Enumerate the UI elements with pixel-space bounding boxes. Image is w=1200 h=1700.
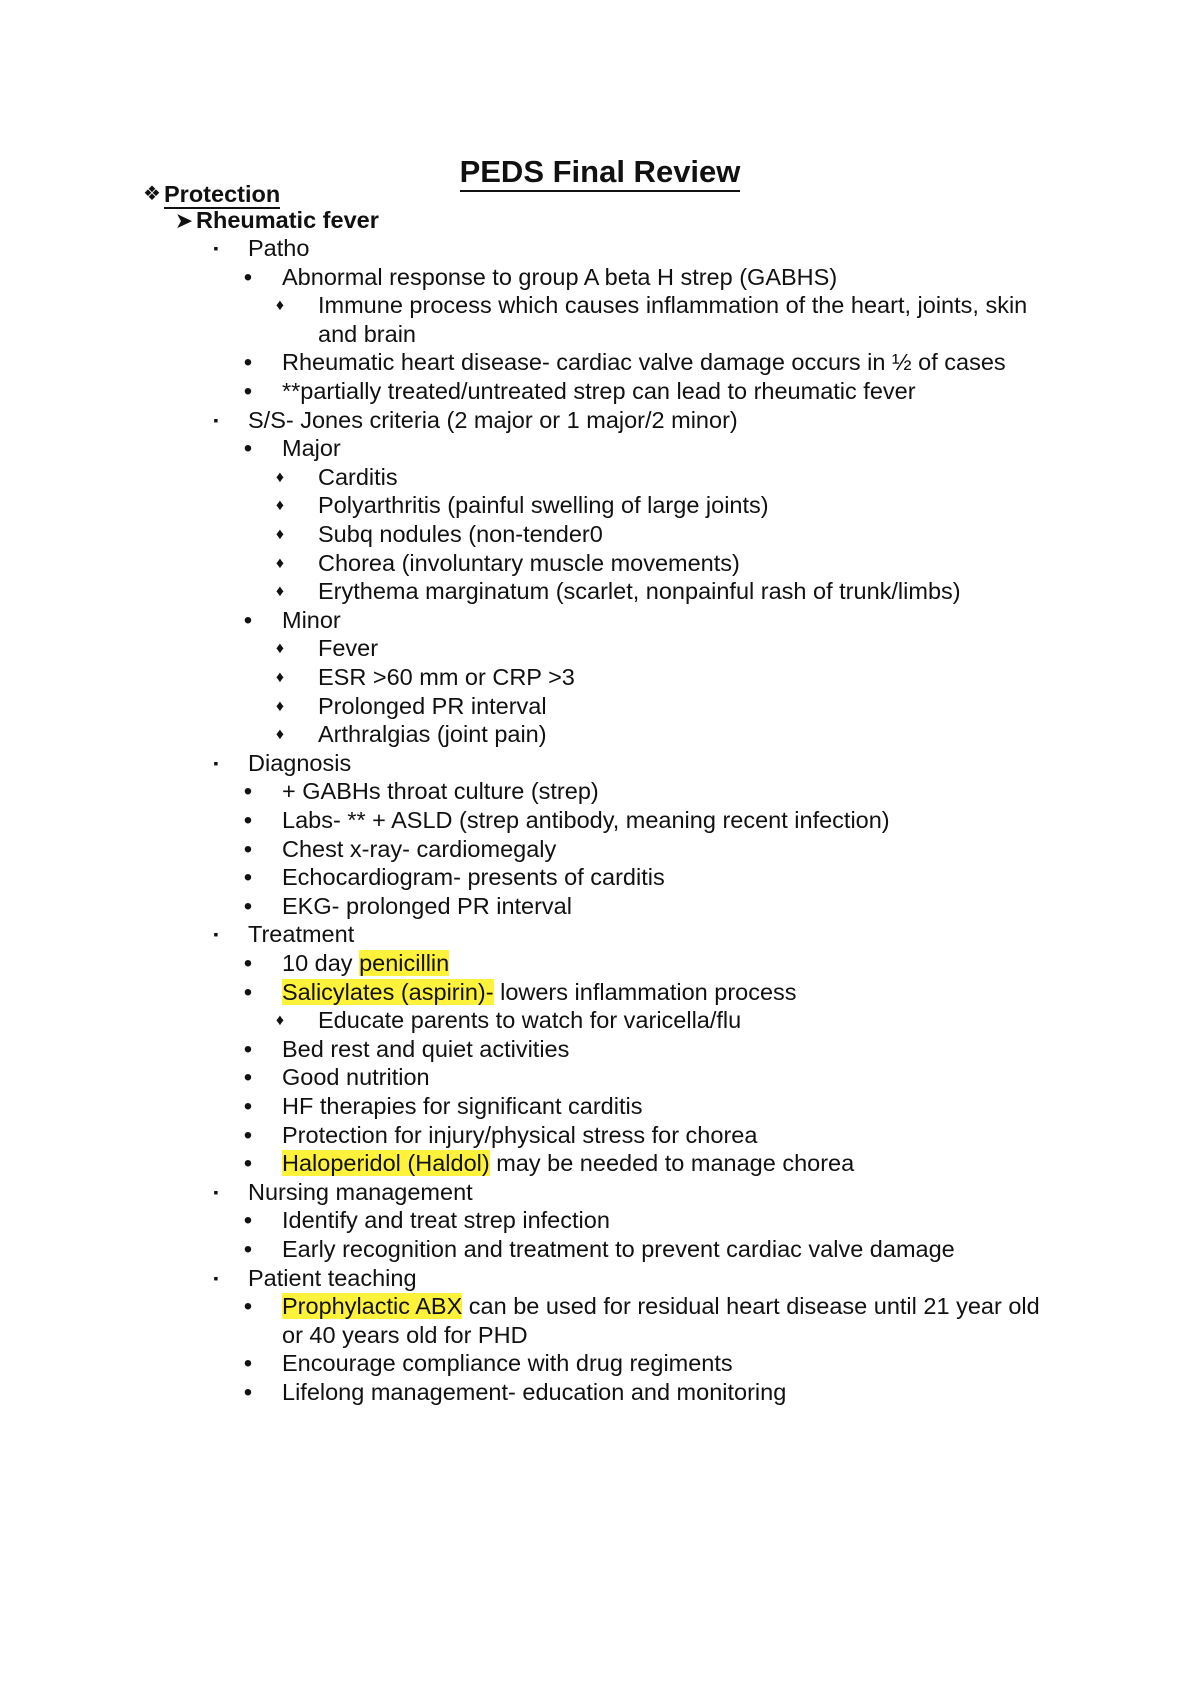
round-bullet-icon: • <box>243 1150 253 1178</box>
text-segment: Lifelong management- education and monitoring <box>282 1379 787 1405</box>
list-item-text <box>282 806 890 835</box>
four-diamond-bullet-icon: ❖ <box>143 183 161 205</box>
list-item-text <box>282 1035 569 1064</box>
text-segment: + GABHs throat culture (strep) <box>282 778 599 805</box>
text-segment: Identify and treat strep infection <box>282 1207 610 1234</box>
text-segment: Bed rest and quiet activities <box>282 1035 570 1062</box>
list-item-text <box>282 1378 786 1407</box>
list-item-text <box>282 1206 610 1235</box>
round-bullet-icon: • <box>243 435 253 463</box>
text-segment: 10 day <box>282 950 360 976</box>
text-segment: Early recognition and treatment to prevent cardiac valve damage <box>282 1236 955 1262</box>
diamond-bullet-icon: ♦ <box>275 526 285 543</box>
list-item-text <box>282 1321 528 1350</box>
text-segment: EKG- prolonged PR interval <box>282 892 572 919</box>
text-segment: lowers inflammation process <box>493 978 797 1005</box>
list-item-text <box>318 549 740 578</box>
text-segment: Chest x-ray- cardiomegaly <box>282 835 557 862</box>
round-bullet-icon: • <box>243 1379 253 1406</box>
diamond-bullet-icon: ♦ <box>275 697 285 715</box>
text-segment: S/S- Jones criteria (2 major or 1 major/2 minor) <box>248 406 738 433</box>
list-item-text <box>282 892 572 921</box>
round-bullet-icon: • <box>243 378 253 405</box>
list-item-text <box>248 1264 417 1293</box>
round-bullet-icon: • <box>243 978 253 1006</box>
diamond-bullet-icon: ♦ <box>275 669 285 686</box>
list-item-text <box>282 1063 430 1092</box>
list-item-text <box>318 720 547 749</box>
round-bullet-icon: • <box>243 1093 253 1120</box>
text-segment: Abnormal response to group A beta H strep (GABHS) <box>282 263 838 290</box>
text-segment: **partially treated/untreated strep can lead to rheumatic fever <box>282 378 916 404</box>
list-item-text <box>282 1292 1040 1321</box>
text-segment: or 40 years old for PHD <box>282 1321 528 1348</box>
list-item-text <box>248 749 351 778</box>
list-item-text <box>248 234 309 263</box>
text-segment: may be needed to manage chorea <box>489 1150 855 1177</box>
list-item-text <box>282 434 341 463</box>
list-item-text <box>318 663 575 692</box>
highlighted-text: Salicylates (aspirin)- <box>282 978 494 1005</box>
list-item-text <box>282 1349 733 1378</box>
list-item-text <box>248 920 354 949</box>
text-segment: can be used for residual heart disease until 21 year old <box>462 1293 1040 1320</box>
round-bullet-icon: • <box>243 1350 253 1378</box>
round-bullet-icon: • <box>243 1035 253 1063</box>
text-segment: Erythema marginatum (scarlet, nonpainful rash of trunk/limbs) <box>318 578 961 605</box>
text-segment: Encourage compliance with drug regiments <box>282 1350 733 1377</box>
list-item-text <box>282 978 797 1007</box>
text-segment: Good nutrition <box>282 1064 430 1091</box>
square-bullet-icon: ▪ <box>213 1183 219 1200</box>
diamond-bullet-icon: ♦ <box>275 297 285 315</box>
list-item-text <box>318 291 1027 320</box>
text-segment: Polyarthritis (painful swelling of large joints) <box>318 492 769 519</box>
diamond-bullet-icon: ♦ <box>275 640 285 658</box>
text-segment: Fever <box>318 635 379 662</box>
list-item-text <box>282 606 341 635</box>
arrowhead-bullet-icon: ➤ <box>174 208 194 233</box>
round-bullet-icon: • <box>243 892 253 920</box>
list-item-text <box>318 520 603 549</box>
diamond-bullet-icon: ♦ <box>275 554 285 572</box>
section-heading-text: Protection <box>164 181 281 207</box>
list-item-text <box>282 263 837 292</box>
square-bullet-icon: ▪ <box>213 754 219 771</box>
list-item-text <box>318 463 398 492</box>
round-bullet-icon: • <box>243 864 253 892</box>
square-bullet-icon: ▪ <box>213 411 219 428</box>
text-segment: Rheumatic heart disease- cardiac valve damage occurs in ½ of cases <box>282 349 1006 376</box>
text-segment: Diagnosis <box>248 749 352 776</box>
diamond-bullet-icon: ♦ <box>275 468 285 486</box>
round-bullet-icon: • <box>243 950 253 977</box>
text-segment: Patient teaching <box>248 1264 417 1291</box>
list-item-text <box>282 348 1006 377</box>
round-bullet-icon: • <box>243 263 253 291</box>
square-bullet-icon: ▪ <box>213 240 219 256</box>
list-item-text <box>318 320 416 349</box>
list-item-text <box>318 692 547 721</box>
text-segment: Patho <box>248 235 310 261</box>
square-bullet-icon: ▪ <box>213 926 219 943</box>
list-item-text <box>282 949 449 978</box>
text-segment: Echocardiogram- presents of carditis <box>282 864 665 891</box>
round-bullet-icon: • <box>243 1064 253 1092</box>
text-segment: Educate parents to watch for varicella/flu <box>318 1007 742 1034</box>
round-bullet-icon: • <box>243 778 253 806</box>
highlighted-text: Haloperidol (Haldol) <box>282 1150 490 1177</box>
document-title-text: PEDS Final Review <box>460 154 741 192</box>
round-bullet-icon: • <box>243 1236 253 1263</box>
list-item-text <box>282 835 556 864</box>
diamond-bullet-icon: ♦ <box>275 583 285 601</box>
list-item-text <box>282 1235 955 1264</box>
round-bullet-icon: • <box>243 349 253 377</box>
round-bullet-icon: • <box>243 1293 253 1321</box>
text-segment: ESR >60 mm or CRP >3 <box>318 664 575 690</box>
list-item-text <box>318 577 961 606</box>
list-item-text <box>282 1121 757 1150</box>
diamond-bullet-icon: ♦ <box>275 1012 285 1030</box>
text-segment: Prolonged PR interval <box>318 692 547 719</box>
text-segment: Chorea (involuntary muscle movements) <box>318 549 740 576</box>
round-bullet-icon: • <box>243 835 253 863</box>
text-segment: Minor <box>282 606 341 633</box>
text-segment: and brain <box>318 320 416 347</box>
round-bullet-icon: • <box>243 1207 253 1235</box>
list-item-text <box>282 377 916 406</box>
square-bullet-icon: ▪ <box>213 1269 219 1286</box>
list-item-text <box>318 634 378 663</box>
highlighted-text: penicillin <box>359 950 450 976</box>
list-item-text <box>282 777 599 806</box>
list-item-text <box>318 491 769 520</box>
diamond-bullet-icon: ♦ <box>275 726 285 744</box>
round-bullet-icon: • <box>243 1121 253 1149</box>
text-segment: Protection for injury/physical stress for chorea <box>282 1121 758 1148</box>
list-item-text <box>318 1006 741 1035</box>
text-segment: Immune process which causes inflammation of the heart, joints, skin <box>318 292 1028 319</box>
list-item-text <box>282 1092 642 1121</box>
text-segment: Arthralgias (joint pain) <box>318 721 547 748</box>
text-segment: Nursing management <box>248 1178 473 1205</box>
text-segment: Carditis <box>318 463 398 490</box>
round-bullet-icon: • <box>243 807 253 834</box>
round-bullet-icon: • <box>243 606 253 634</box>
text-segment: Treatment <box>248 921 355 948</box>
text-segment: Major <box>282 435 341 462</box>
text-segment: Subq nodules (non-tender0 <box>318 521 603 547</box>
diamond-bullet-icon: ♦ <box>275 497 285 515</box>
list-item-text <box>248 406 738 435</box>
highlighted-text: Prophylactic ABX <box>282 1293 463 1320</box>
list-item-text <box>282 1149 854 1178</box>
text-segment: HF therapies for significant carditis <box>282 1093 643 1119</box>
topic-heading-text: Rheumatic fever <box>196 207 379 233</box>
list-item-text <box>248 1178 473 1207</box>
text-segment: Labs- ** + ASLD (strep antibody, meaning recent infection) <box>282 807 890 833</box>
list-item-text <box>282 863 665 892</box>
